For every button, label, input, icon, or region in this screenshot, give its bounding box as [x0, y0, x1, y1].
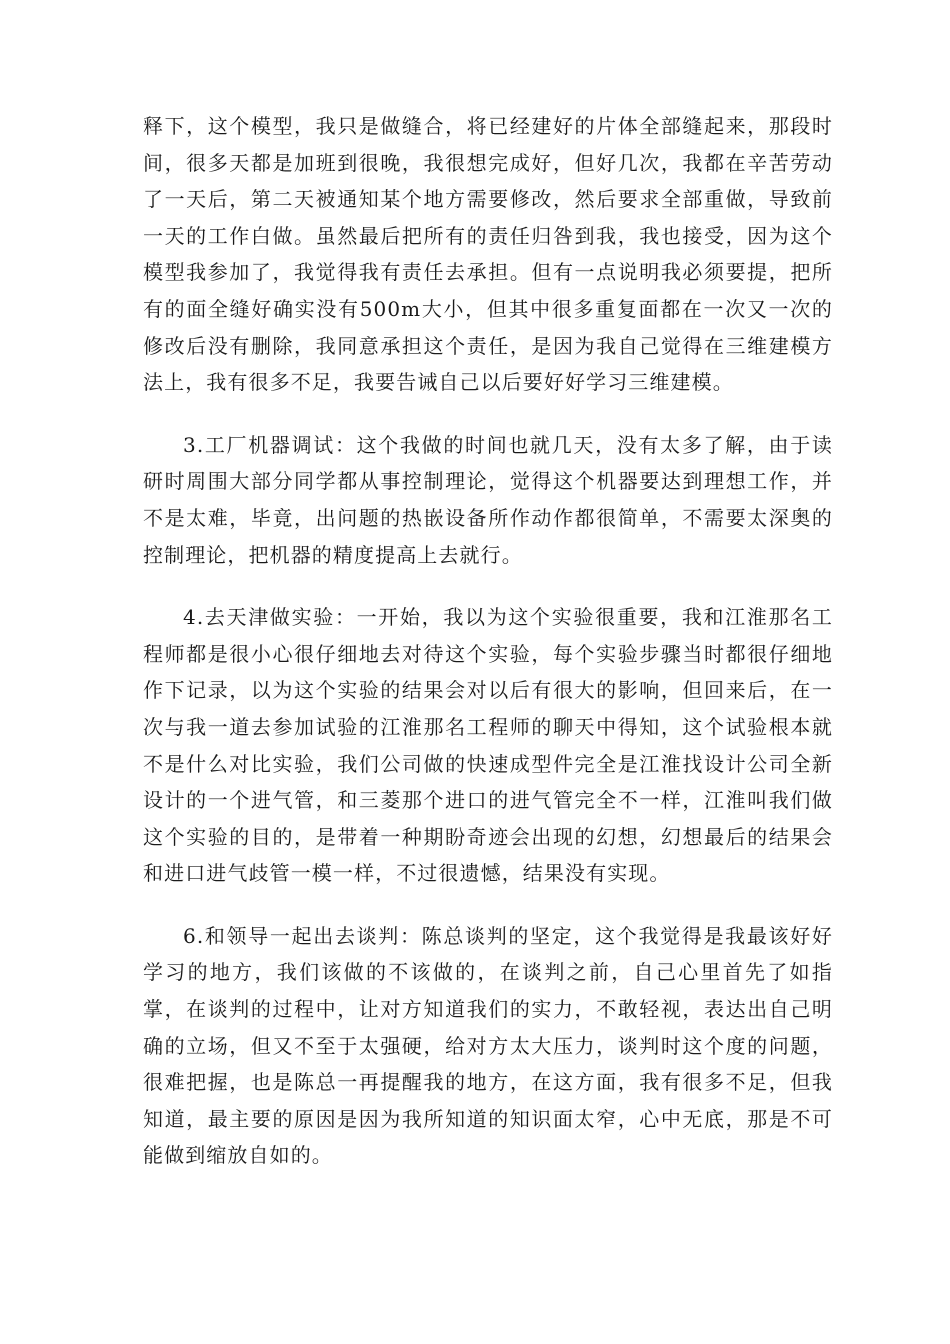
document-body: [143, 108, 833, 1200]
paragraph-model-stitching: 释下，这个模型，我只是做缝合，将已经建好的片体全部缝起来，那段时间，很多天都是加班到很晚，我很想完成好，但好几次，我都在辛苦劳动了一天后，第二天被通知某个地方需要修改，然后要求全部重做，导致前一天的工作白做。虽然最后把所有的责任归咎到我，我也接受，因为这个模型我参加了，我觉得我有责任去承担。但有一点说明我必须要提，把所有的面全缝好确实没有500m大小，但其中很多重复面都在一次又一次的修改后没有删除，我同意承担这个责任，是因为我自己觉得在三维建模方法上，我有很多不足，我要告诫自己以后要好好学习三维建模。: [143, 114, 833, 395]
paragraph-negotiation-with-leaders: 6.和领导一起出去谈判：陈总谈判的坚定，这个我觉得是我最该好好学习的地方，我们该做的不该做的，在谈判之前，自己心里首先了如指掌，在谈判的过程中，让对方知道我们的实力，不敢轻视，表达出自己明确的立场，但又不至于太强硬，给对方太大压力，谈判时这个度的问题，很难把握，也是陈总一再提醒我的地方，在这方面，我有很多不足，但我知道，最主要的原因是因为我所知道的知识面太窄，心中无底，那是不可能做到缩放自如的。: [143, 923, 833, 1168]
paragraph-tianjin-experiment: 4.去天津做实验：一开始，我以为这个实验很重要，我和江淮那名工程师都是很小心很仔细地去对待这个实验，每个实验步骤当时都很仔细地作下记录，以为这个实验的结果会对以后有很大的影响，但回来后，在一次与我一道去参加试验的江淮那名工程师的聊天中得知，这个试验根本就不是什么对比实验，我们公司做的快速成型件完全是江淮找设计公司全新设计的一个进气管，和三菱那个进口的进气管完全不一样，江淮叫我们做这个实验的目的，是带着一种期盼奇迹会出现的幻想，幻想最后的结果会和进口进气歧管一模一样，不过很遗憾，结果没有实现。: [143, 605, 833, 886]
paragraph-factory-machine-debugging: 3.工厂机器调试：这个我做的时间也就几天，没有太多了解，由于读研时周围大部分同学都从事控制理论，觉得这个机器要达到理想工作，并不是太难，毕竟，出问题的热嵌设备所作动作都很简单，不需要太深奥的控制理论，把机器的精度提高上去就行。: [143, 432, 833, 567]
